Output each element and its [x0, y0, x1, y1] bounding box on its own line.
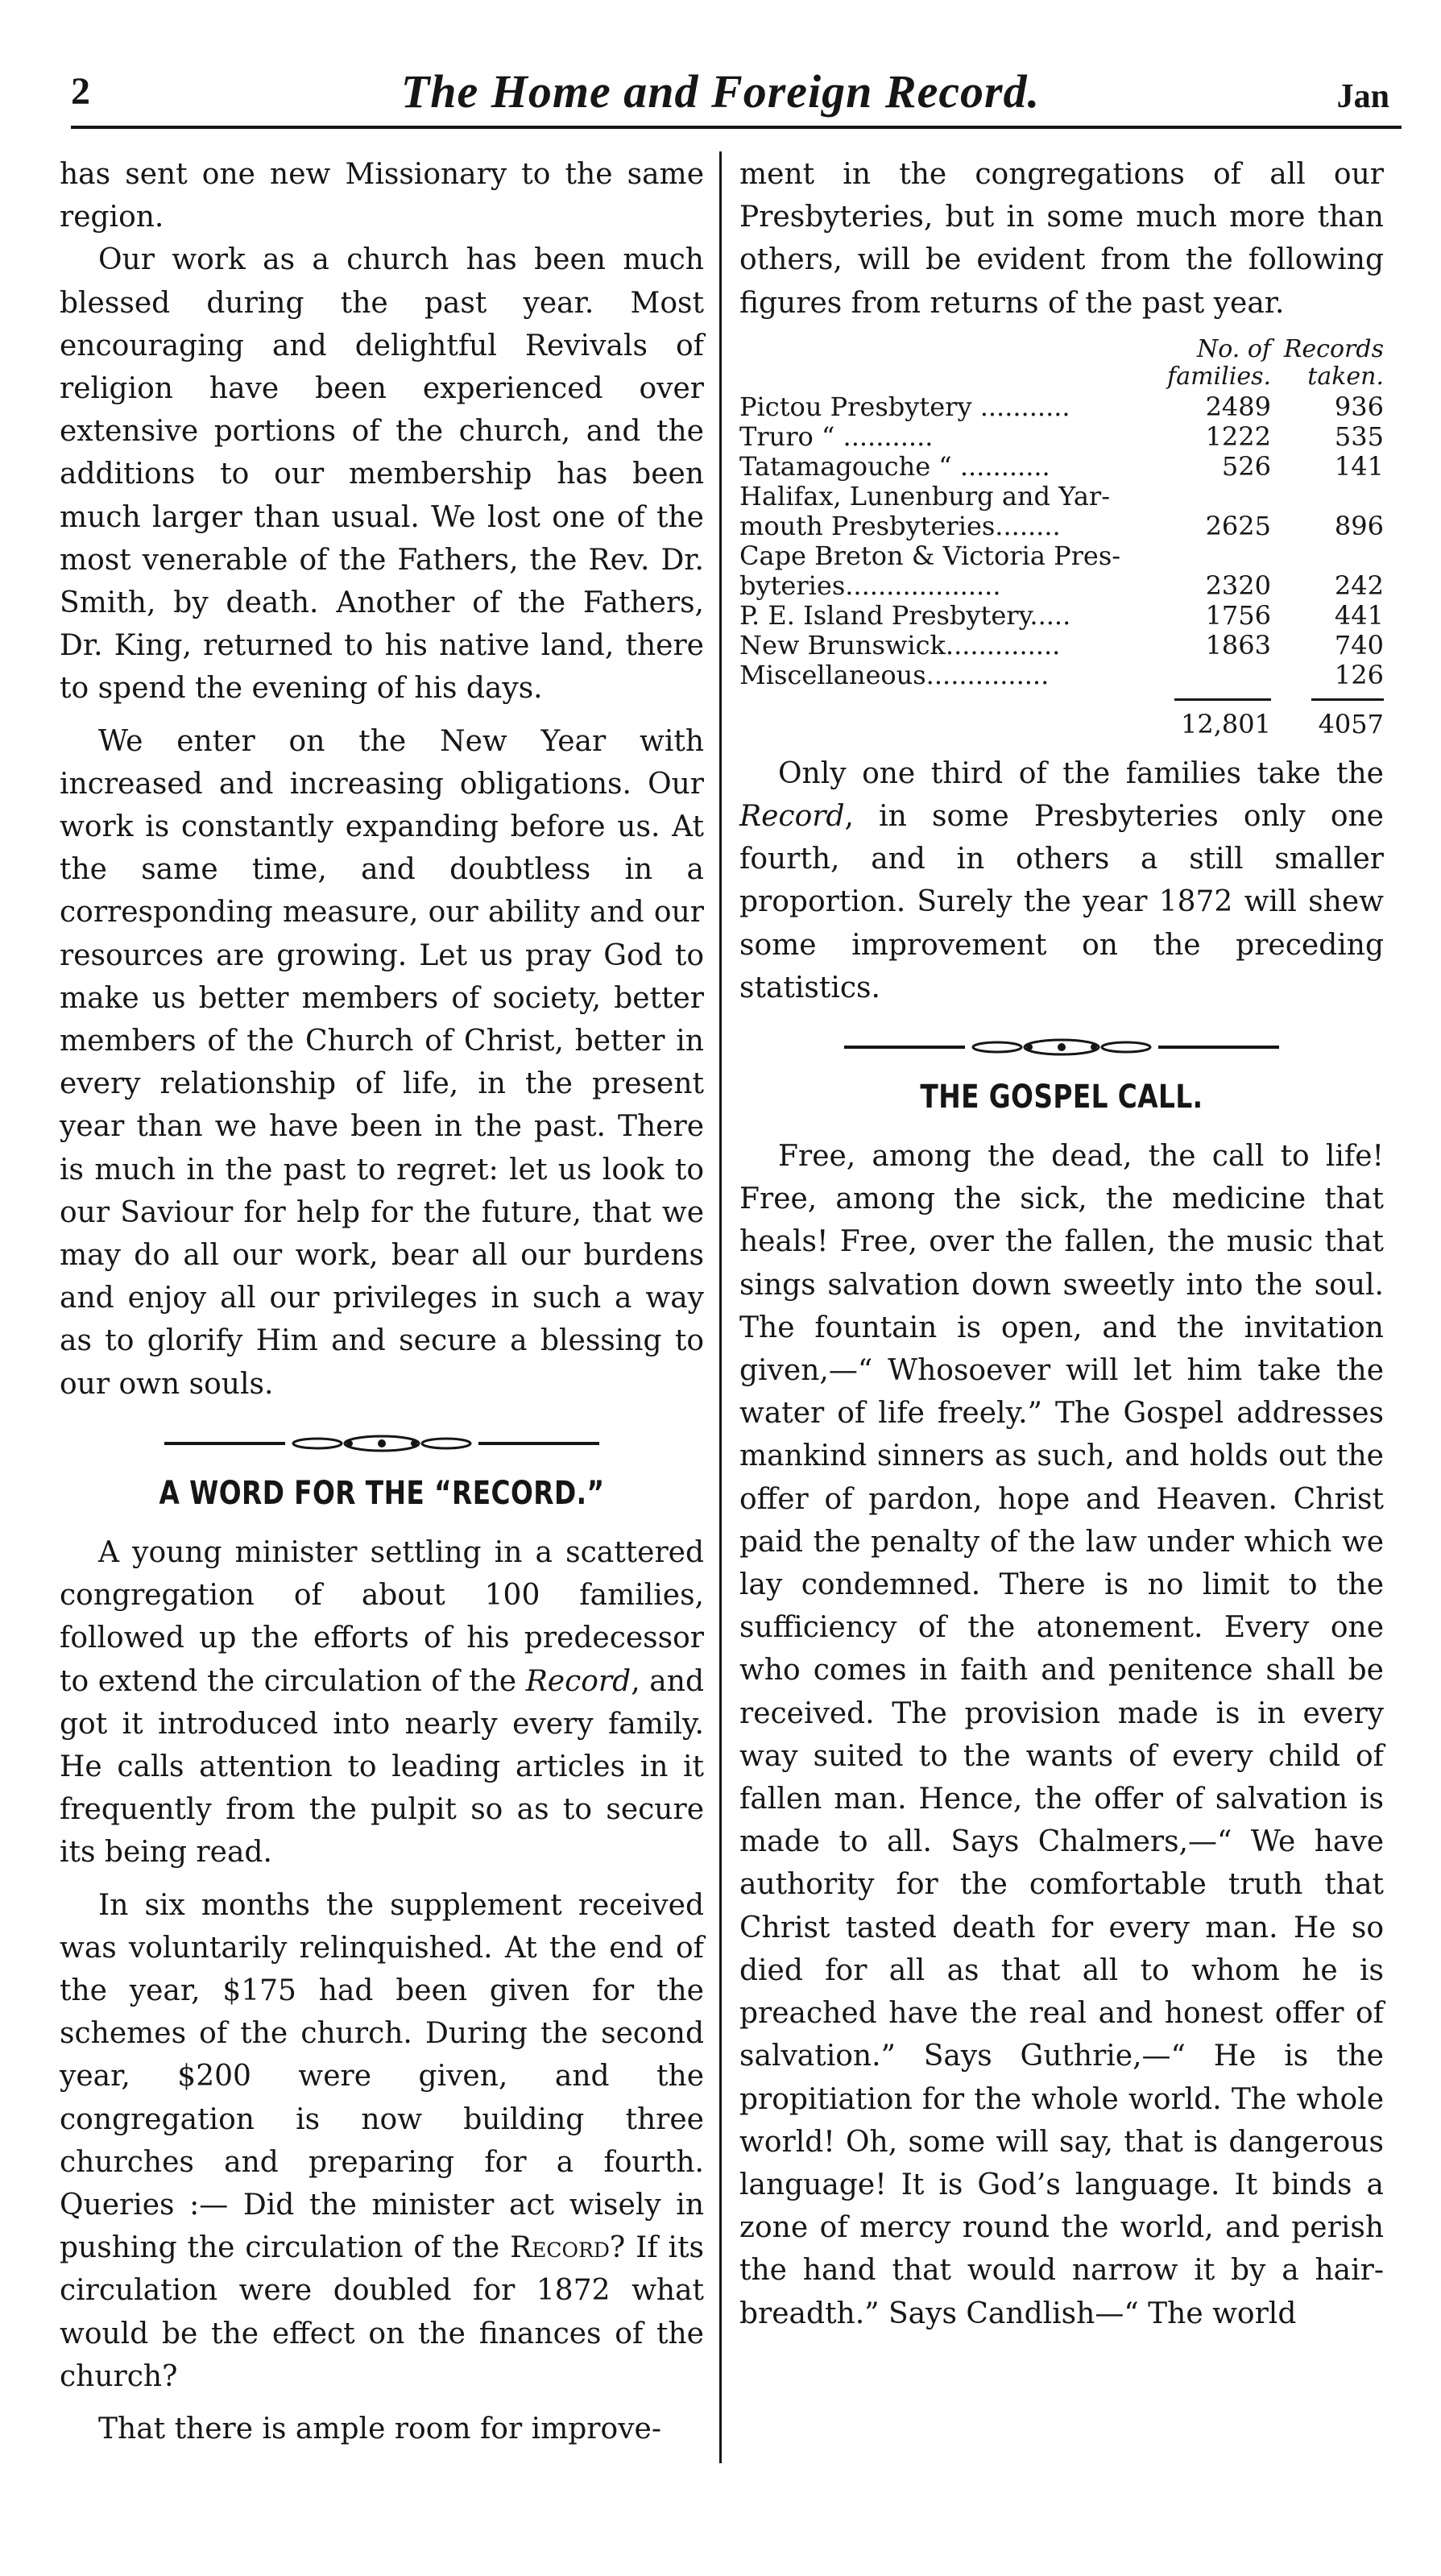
paragraph: A young minister settling in a scattered congregation of about 100 families, followed up the efforts of his predecessor to extend the circulation of the Record, and got it introduced into nearly every family. He calls attention to leading articles in it frequently from the pulpit so as to secure its being read.	[60, 1535, 704, 1870]
totals-row	[739, 709, 1384, 739]
table-row	[739, 482, 1384, 511]
records-value: 126	[1334, 659, 1384, 690]
records-value: 441	[1334, 599, 1384, 631]
table-row	[739, 392, 1384, 422]
table-row	[739, 601, 1384, 631]
families-value: 1863	[1205, 629, 1271, 661]
table-row	[739, 452, 1384, 482]
records-value: 242	[1334, 569, 1384, 601]
column-rule	[719, 151, 722, 2463]
table-row	[739, 541, 1384, 571]
paragraph: In six months the supplement received was voluntarily relinquished. At the end of the year, $175 had been given for the schemes of the church. During the second year, $200 were given, and the congregation is now building three churches and preparing for a fourth. Queries :— Did the minister act wisely in pushing the circulation of the Record? If its circulation were doubled for 1872 what would be the effect on the finances of the church?	[60, 1888, 705, 2393]
presbytery-name: Pictou Presbytery ...........	[739, 391, 1070, 422]
paragraph: has sent one new Missionary to the same region.	[60, 158, 704, 234]
table-row	[739, 422, 1384, 452]
records-value: 740	[1334, 629, 1384, 661]
families-value: 1756	[1205, 599, 1271, 631]
header-rule	[71, 126, 1402, 129]
paragraph: Free, among the dead, the call to life! Free, among the sick, the medicine that heals! Free, over the fallen, the music that sings salvation down sweetly into the soul. The fountain is open, and the invitation given,—“ Whosoever will let him take the water of life freely.” The Gospel addresses mankind sinners as such, and holds out the offer of pardon, hope and Heaven. Christ paid the penalty of the law under which we lay condemned. There is no limit to the sufficiency of the atonement. Every one who comes in faith and penitence shall be received. The provision made is in every way suited to the wants of every child of fallen man. Hence, the offer of salvation is made to all. Says Chalmers,—“ We have authority for the comfortable truth that Christ tasted death for every man. He so died for all as that all to whom he is preached have the real and honest offer of salvation.” Says Guthrie,—“ He is the propitiation for the whole world. The whole world! Oh, some will say, that is dangerous language! It is God’s language. It binds a zone of mercy round the world, and perish the hand that would narrow it by a hair-breadth.” Says Candlish—“ The world	[739, 1140, 1384, 2330]
statistics-table	[739, 392, 1384, 690]
ornament-divider-icon	[156, 1433, 607, 1454]
table-row	[739, 631, 1384, 661]
records-value: 535	[1334, 420, 1384, 452]
table-row	[739, 661, 1384, 690]
records-value: 936	[1334, 391, 1384, 422]
totals-rule	[739, 698, 1384, 701]
statistics-table-header	[739, 336, 1384, 391]
paragraph: ment in the congregations of all our Presbyteries, but in some much more than others, will be evident from the following figures from returns of the past year.	[739, 158, 1384, 320]
paragraph: That there is ample room for improve-	[98, 2412, 661, 2446]
left-column	[60, 153, 704, 2450]
ornament-divider	[739, 1037, 1384, 1058]
total-records: 4057	[1318, 708, 1384, 739]
presbytery-name: Tatamagouche “ ...........	[739, 451, 1050, 482]
presbytery-name: Miscellaneous...............	[739, 660, 1050, 690]
ornament-divider-icon	[836, 1037, 1287, 1058]
column-header-records: Records taken.	[1283, 334, 1384, 391]
total-families: 12,801	[1181, 708, 1271, 739]
presbytery-name: mouth Presbyteries........	[739, 511, 1061, 541]
presbytery-name: Truro “ ...........	[739, 421, 934, 452]
paragraph: Our work as a church has been much blessed during the past year. Most encouraging and delightful Revivals of religion have been experienced over extensive portions of the church, and the additions to our membership has been much larger than usual. We lost one of the most venerable of the Fathers, the Rev. Dr. Smith, by death. Another of the Fathers, Dr. King, returned to his native land, there to spend the evening of his days.	[60, 243, 704, 706]
presbytery-name: Cape Breton & Victoria Pres-	[739, 540, 1121, 571]
right-column	[739, 153, 1384, 2335]
presbytery-name: byteries...................	[739, 570, 1001, 601]
section-heading: A WORD FOR THE “RECORD.”	[159, 1474, 605, 1512]
table-row	[739, 571, 1384, 601]
families-value: 2320	[1205, 569, 1271, 601]
families-value: 1222	[1205, 420, 1271, 452]
running-title: The Home and Foreign Record.	[400, 65, 1041, 118]
presbytery-name: Halifax, Lunenburg and Yar-	[739, 481, 1110, 511]
records-value: 896	[1334, 510, 1384, 541]
paragraph: We enter on the New Year with increased and increasing obligations. Our work is constantly expanding before us. At the same time, and doubtless in a corresponding measure, our ability and our resources are growing. Let us pray God to make us better members of society, better members of the Church of Christ, better in every relationship of life, in the present year than we have been in the past. There is much in the past to regret: let us look to our Saviour for help for the future, that we may do all our work, bear all our burdens and enjoy all our privileges in such a way as to glorify Him and secure a blessing to our own souls.	[60, 724, 704, 1401]
presbytery-name: New Brunswick..............	[739, 630, 1061, 661]
page-number: 2	[71, 70, 90, 113]
page-month: Jan	[1336, 78, 1389, 115]
section-heading: THE GOSPEL CALL.	[920, 1079, 1203, 1116]
column-header-families: No. of families.	[1167, 334, 1271, 391]
records-value: 141	[1334, 450, 1384, 482]
families-value: 2489	[1205, 391, 1271, 422]
families-value: 2625	[1205, 510, 1271, 541]
presbytery-name: P. E. Island Presbytery.....	[739, 600, 1071, 631]
paragraph: Only one third of the families take the Record, in some Presbyteries only one fourth, and in others a still smaller proportion. Surely the year 1872 will shew some improvement on the preceding statistics.	[739, 756, 1384, 1004]
families-value: 526	[1221, 450, 1271, 482]
ornament-divider	[60, 1433, 704, 1454]
table-row	[739, 511, 1384, 541]
